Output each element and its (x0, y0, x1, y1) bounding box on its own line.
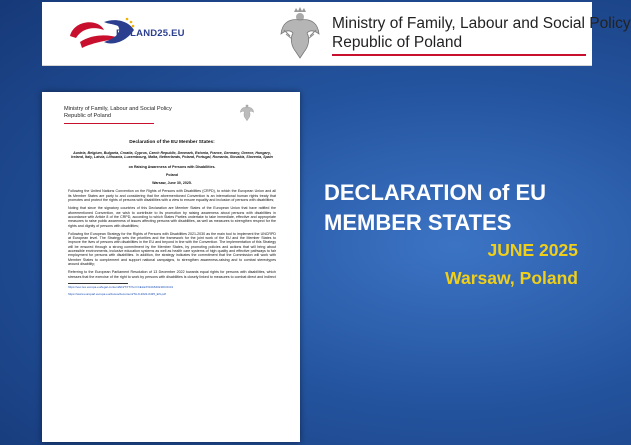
ministry-name (332, 14, 631, 52)
logo-text: POLAND25.EU (116, 28, 185, 39)
document-topic: on Raising Awareness of Persons with Disabilities. (128, 164, 216, 169)
ministry-line1: Ministry of Family, Labour and Social Policy (332, 15, 631, 32)
document-header (64, 102, 282, 128)
footnote-link: https://eur-lex.europa.eu/legal-content/EN/TXT/?uri=CELEX%3A52021DC0101 (68, 285, 174, 290)
document-head-line1: Ministry of Family, Labour and Social Policy (64, 106, 172, 112)
document-title: Declaration of the EU Member States: (129, 140, 215, 145)
document-paragraph: Following the European Strategy for the Rights of Persons with Disabilities 2021-2030 as the main tool to implement the UNCRPD at European level. The Strategy sets the priorities and the framework for the joint work of the EU and the Member States to improve the lives of persons with disabilities in the EU and beyond in line with the Convention. The implementation of this Strategy will be ensured through a strong commitment by the Member States, by promoting policies and actions that will bring about accessible environments, inclusive education systems as well as health care systems of high quality and effective pathways to fair employment for persons with disabilities. In addition, the strategy indicates the commitment that the Commission will work with Member States to complement and support national campaigns, to strengthen awareness-raising and to combat stereotypes around disability; (68, 231, 276, 266)
document-date: Warsaw, June 30, 2025. (152, 181, 192, 186)
document-countries: Austria, Belgium, Bulgaria, Croatia, Cyprus, Czech Republic, Denmark, Estonia, France, Germany, Greece, Hungary, Ireland, Italy, Latvia, Lithuania, Luxembourg, Malta, Netherlands, Poland, Portugal, Romania, Slovakia, Slovenia, Spain (71, 151, 273, 160)
document-place: Poland (166, 172, 178, 177)
document-head-line2: Republic of Poland (64, 112, 111, 119)
headline-date: JUNE 2025 (487, 240, 578, 260)
document-eagle-icon (240, 102, 254, 122)
headline (324, 178, 584, 238)
headline-line2: MEMBER STATES (324, 210, 512, 235)
header-banner (42, 2, 631, 66)
headline-place: Warsaw, Poland (445, 268, 578, 288)
document-paragraph: Following the United Nations Convention on the Rights of Persons with Disabilities (CRPD), to which the European Union and all its Member States are party to and considering that the aforementioned Convention is an international human rights treaty that promotes and protect the rights of persons with disabilities with a view to ensure equality and inclusion of persons with disabilities; (68, 189, 276, 203)
document-body (68, 140, 276, 297)
polish-eagle-icon (280, 6, 320, 60)
document-red-line (64, 123, 154, 124)
footnote-rule (68, 283, 128, 284)
headline-line1: DECLARATION of EU (324, 180, 547, 205)
document-paragraph: Noting that since the signatory countries of this Declaration are Member States of the European Union that have ratified the aforementioned Convention, we wish to contribute to its promotion by raising awareness about persons with disabilities in accordance with Article 8 of the CRPD, according to which States Parties undertake to take immediate, effective and appropriate measures to raise public awareness of issues affecting persons with disabilities, as well as measures to strengthen respect for the rights and dignity of persons with disabilities; (68, 206, 276, 228)
document-paragraph: Referring to the European Parliament Resolution of 13 December 2022 towards equal rights for persons with disabilities, which stresses that the exercise of the right to work by persons with disabilities is closely linked to measures to combat direct and indirect (68, 270, 276, 279)
footnote-link: https://www.europarl.europa.eu/doceo/document/TA-9-2022-0435_EN.pdf (68, 291, 166, 296)
declaration-document-image (42, 92, 300, 442)
ministry-line2: Republic of Poland (332, 34, 463, 51)
document-header-text (64, 106, 172, 119)
header-red-line (332, 54, 586, 56)
